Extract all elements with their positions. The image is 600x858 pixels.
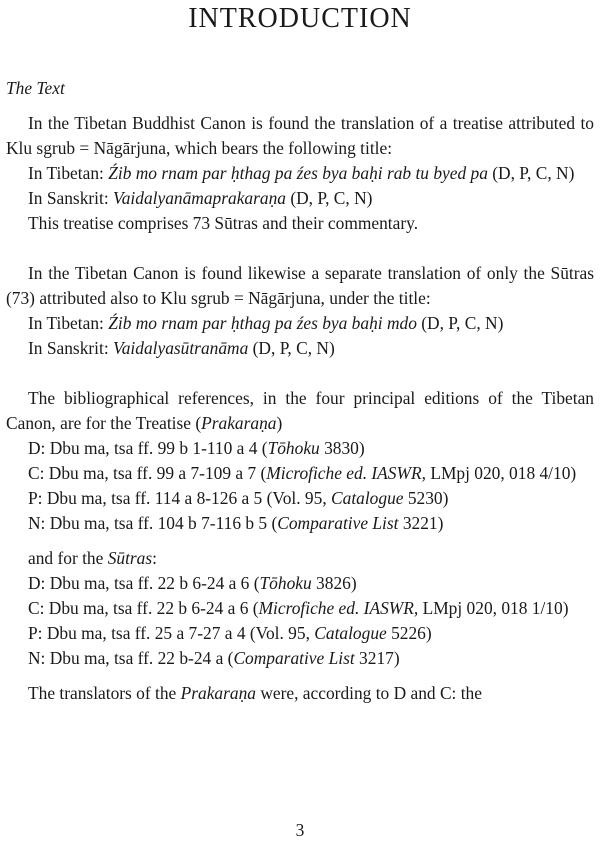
chapter-title: INTRODUCTION bbox=[188, 3, 412, 34]
tibetan-title-line: In Tibetan: Źib mo rnam par ḥthag pa źes bya baḥi rab tu byed pa (D, P, C, N) bbox=[28, 163, 575, 183]
treatise-comprises-line: This treatise comprises 73 Sūtras and their commentary. bbox=[28, 213, 419, 233]
sutras-sanskrit-title-line: In Sanskrit: Vaidalyasūtranāma (D, P, C, N) bbox=[28, 338, 335, 358]
section-heading: The Text bbox=[6, 78, 65, 98]
sutras-intro-line: and for the Sūtras: bbox=[28, 548, 157, 568]
treatise-ref-d: D: Dbu ma, tsa ff. 99 b 1-110 a 4 (Tōhoku 3830) bbox=[28, 438, 365, 458]
sutras-ref-d: D: Dbu ma, tsa ff. 22 b 6-24 a 6 (Tōhoku 3826) bbox=[28, 573, 357, 593]
treatise-ref-p: P: Dbu ma, tsa ff. 114 a 8-126 a 5 (Vol. 95, Catalogue 5230) bbox=[28, 488, 449, 508]
paragraph-translators: The translators of the Prakaraṇa were, according to D and C: the bbox=[28, 683, 482, 703]
paragraph-bibliographical-references: The bibliographical references, in the four principal editions of the Tibetan Canon, are for the Treatise (Prakaraṇa) bbox=[6, 388, 594, 433]
treatise-ref-c: C: Dbu ma, tsa ff. 99 a 7-109 a 7 (Microfiche ed. IASWR, LMpj 020, 018 4/10) bbox=[28, 463, 577, 483]
sutras-tibetan-title-line: In Tibetan: Źib mo rnam par ḥthag pa źes bya baḥi mdo (D, P, C, N) bbox=[28, 313, 504, 333]
paragraph-sutras-translation: In the Tibetan Canon is found likewise a separate translation of only the Sūtras (73) attributed also to Klu sgrub = Nāgārjuna, under the title: bbox=[6, 263, 594, 308]
page-number: 3 bbox=[295, 820, 305, 840]
sutras-ref-p: P: Dbu ma, tsa ff. 25 a 7-27 a 4 (Vol. 95, Catalogue 5226) bbox=[28, 623, 432, 643]
sanskrit-title-line: In Sanskrit: Vaidalyanāmaprakaraṇa (D, P, C, N) bbox=[28, 188, 373, 208]
sutras-ref-c: C: Dbu ma, tsa ff. 22 b 6-24 a 6 (Microfiche ed. IASWR, LMpj 020, 018 1/10) bbox=[28, 598, 569, 618]
treatise-ref-n: N: Dbu ma, tsa ff. 104 b 7-116 b 5 (Comparative List 3221) bbox=[28, 513, 444, 533]
sutras-ref-n: N: Dbu ma, tsa ff. 22 b-24 a (Comparative List 3217) bbox=[28, 648, 400, 668]
paragraph-canon-treatise: In the Tibetan Buddhist Canon is found the translation of a treatise attributed to Klu sgrub = Nāgārjuna, which bears the following title: bbox=[6, 113, 594, 158]
